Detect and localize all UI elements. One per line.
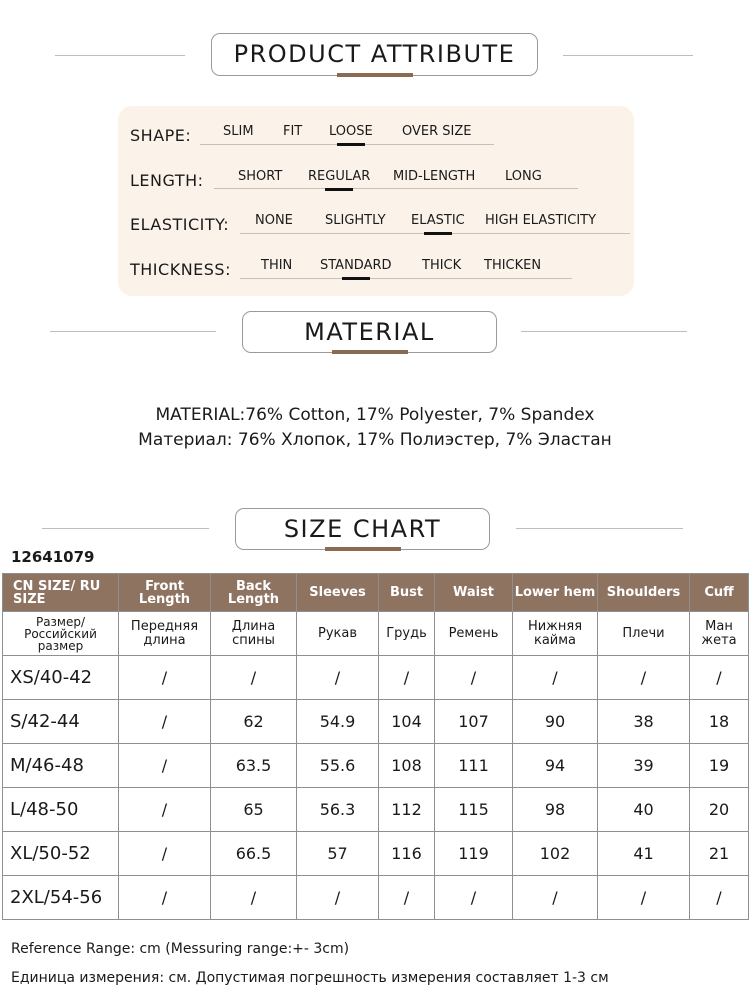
attribute-option: THICKEN xyxy=(484,258,542,273)
section-title-size-chart xyxy=(235,508,490,550)
value-cell: / xyxy=(211,656,297,700)
ru-header-cell: Плечи xyxy=(598,612,690,656)
attribute-option: THICK xyxy=(422,258,462,273)
attribute-label: SHAPE: xyxy=(130,126,192,145)
attribute-option: THIN xyxy=(261,258,293,273)
value-cell: 119 xyxy=(435,832,513,876)
value-cell: 98 xyxy=(513,788,598,832)
value-cell: / xyxy=(119,832,211,876)
header-cell: Lower hem xyxy=(513,574,598,612)
material-english: MATERIAL:76% Cotton, 17% Polyester, 7% Spandex xyxy=(155,405,595,425)
size-cell: XS/40-42 xyxy=(3,656,119,700)
ru-header-cell: Нижняя кайма xyxy=(513,612,598,656)
material-russian: Материал: 76% Хлопок, 17% Полиэстер, 7% Эластан xyxy=(138,430,612,450)
value-cell: 18 xyxy=(690,700,749,744)
attribute-option: FIT xyxy=(283,124,303,139)
attribute-option: LONG xyxy=(505,169,542,184)
table-row xyxy=(3,832,749,876)
value-cell: 57 xyxy=(297,832,379,876)
section-title-material xyxy=(242,311,497,353)
value-cell: 19 xyxy=(690,744,749,788)
value-cell: 65 xyxy=(211,788,297,832)
value-cell: 56.3 xyxy=(297,788,379,832)
value-cell: 107 xyxy=(435,700,513,744)
table-row xyxy=(3,876,749,920)
value-cell: 40 xyxy=(598,788,690,832)
value-cell: 111 xyxy=(435,744,513,788)
selected-marker xyxy=(424,232,452,235)
divider-left xyxy=(50,331,216,332)
value-cell: / xyxy=(119,788,211,832)
header-cell: Cuff xyxy=(690,574,749,612)
selected-marker xyxy=(337,143,365,146)
table-row xyxy=(3,788,749,832)
divider-right xyxy=(563,55,693,56)
ru-header-cell: Размер/ Российский размер xyxy=(3,612,119,656)
value-cell: / xyxy=(690,876,749,920)
value-cell: 104 xyxy=(379,700,435,744)
ru-header-cell: Ман жета xyxy=(690,612,749,656)
value-cell: 63.5 xyxy=(211,744,297,788)
attribute-option: SLIM xyxy=(223,124,254,139)
value-cell: / xyxy=(211,876,297,920)
value-cell: / xyxy=(379,656,435,700)
table-header-row xyxy=(3,574,749,612)
header-cell: CN SIZE/ RU SIZE xyxy=(3,574,119,612)
divider-left xyxy=(42,528,209,529)
selected-marker xyxy=(325,188,353,191)
product-code: 12641079 xyxy=(11,548,95,566)
value-cell: 54.9 xyxy=(297,700,379,744)
value-cell: 55.6 xyxy=(297,744,379,788)
divider-right xyxy=(516,528,683,529)
attribute-option-selected: STANDARD xyxy=(320,258,392,273)
table-row xyxy=(3,744,749,788)
attribute-option: SHORT xyxy=(238,169,283,184)
value-cell: 115 xyxy=(435,788,513,832)
value-cell: / xyxy=(513,876,598,920)
title-accent-bar xyxy=(332,350,408,354)
attribute-option: NONE xyxy=(255,213,293,228)
attribute-option: SLIGHTLY xyxy=(325,213,386,228)
header-cell: Sleeves xyxy=(297,574,379,612)
value-cell: / xyxy=(297,876,379,920)
attribute-option-selected: LOOSE xyxy=(329,124,373,139)
header-cell: Front Length xyxy=(119,574,211,612)
title-accent-bar xyxy=(325,547,401,551)
ru-header-cell: Ремень xyxy=(435,612,513,656)
value-cell: 66.5 xyxy=(211,832,297,876)
header-cell: Shoulders xyxy=(598,574,690,612)
attribute-option-selected: ELASTIC xyxy=(411,213,465,228)
value-cell: 108 xyxy=(379,744,435,788)
attribute-label: LENGTH: xyxy=(130,171,204,190)
value-cell: / xyxy=(598,656,690,700)
header-cell: Waist xyxy=(435,574,513,612)
divider-left xyxy=(55,55,185,56)
ru-header-cell: Передняя длина xyxy=(119,612,211,656)
attribute-underline xyxy=(214,188,578,189)
attribute-option: OVER SIZE xyxy=(402,124,472,139)
attribute-panel xyxy=(118,106,634,296)
attribute-label: THICKNESS: xyxy=(130,260,231,279)
value-cell: / xyxy=(119,656,211,700)
size-cell: XL/50-52 xyxy=(3,832,119,876)
value-cell: 39 xyxy=(598,744,690,788)
footer-reference-range: Reference Range: cm (Messuring range:+- 3cm) xyxy=(11,941,350,957)
header-cell: Bust xyxy=(379,574,435,612)
value-cell: 38 xyxy=(598,700,690,744)
value-cell: / xyxy=(598,876,690,920)
attribute-label: ELASTICITY: xyxy=(130,215,230,234)
value-cell: / xyxy=(119,700,211,744)
value-cell: 62 xyxy=(211,700,297,744)
size-cell: S/42-44 xyxy=(3,700,119,744)
section-title-text: SIZE CHART xyxy=(283,515,442,543)
value-cell: 41 xyxy=(598,832,690,876)
section-title-text: MATERIAL xyxy=(304,318,435,346)
value-cell: / xyxy=(513,656,598,700)
selected-marker xyxy=(342,277,370,280)
value-cell: 90 xyxy=(513,700,598,744)
value-cell: 20 xyxy=(690,788,749,832)
value-cell: 116 xyxy=(379,832,435,876)
value-cell: 112 xyxy=(379,788,435,832)
ru-header-cell: Грудь xyxy=(379,612,435,656)
attribute-option-selected: REGULAR xyxy=(308,169,370,184)
table-row xyxy=(3,656,749,700)
value-cell: 21 xyxy=(690,832,749,876)
value-cell: / xyxy=(119,744,211,788)
size-cell: 2XL/54-56 xyxy=(3,876,119,920)
size-cell: M/46-48 xyxy=(3,744,119,788)
value-cell: 102 xyxy=(513,832,598,876)
ru-header-cell: Длина спины xyxy=(211,612,297,656)
attribute-option: MID-LENGTH xyxy=(393,169,476,184)
size-chart-table xyxy=(2,573,749,920)
table-row xyxy=(3,700,749,744)
value-cell: / xyxy=(297,656,379,700)
value-cell: / xyxy=(119,876,211,920)
section-title-text: PRODUCT ATTRIBUTE xyxy=(233,40,516,68)
attribute-underline xyxy=(240,278,572,279)
ru-header-cell: Рукав xyxy=(297,612,379,656)
value-cell: / xyxy=(690,656,749,700)
value-cell: / xyxy=(435,876,513,920)
divider-right xyxy=(521,331,687,332)
footer-measurement-note: Единица измерения: см. Допустимая погрешность измерения составляет 1-3 см xyxy=(11,970,609,986)
header-cell: Back Length xyxy=(211,574,297,612)
section-title-attribute xyxy=(211,33,538,76)
ru-header-row xyxy=(3,612,749,656)
value-cell: 94 xyxy=(513,744,598,788)
value-cell: / xyxy=(379,876,435,920)
attribute-option: HIGH ELASTICITY xyxy=(485,213,597,228)
title-accent-bar xyxy=(337,73,413,77)
size-cell: L/48-50 xyxy=(3,788,119,832)
value-cell: / xyxy=(435,656,513,700)
